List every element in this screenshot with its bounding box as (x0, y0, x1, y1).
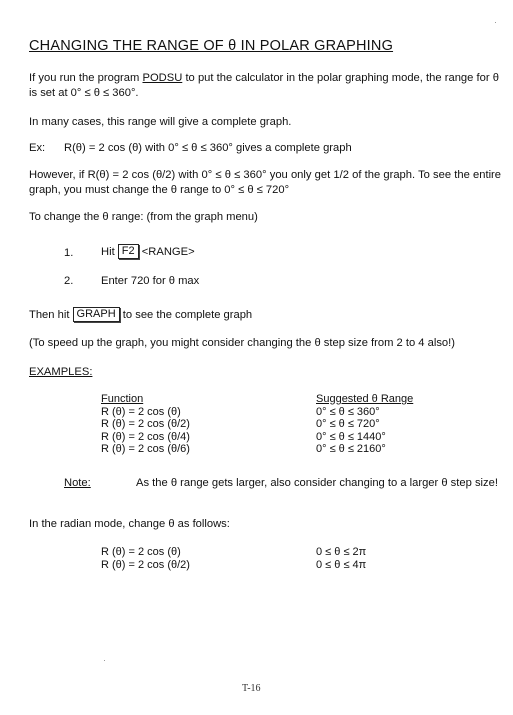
example-label: Ex: (29, 142, 46, 154)
table-row-function: R (θ) = 2 cos (θ) (101, 405, 181, 418)
examples-heading: EXAMPLES: (29, 366, 93, 378)
then-hit-line (29, 307, 252, 323)
table-row-range: 0° ≤ θ ≤ 360° (316, 405, 380, 418)
many-cases-paragraph: In many cases, this range will give a complete graph. (29, 116, 292, 128)
table-row-function: R (θ) = 2 cos (θ/2) (101, 558, 190, 571)
degree-range-column (316, 393, 413, 456)
scan-speck (495, 22, 496, 23)
table-row-function: R (θ) = 2 cos (θ) (101, 546, 181, 558)
table-row-range: 0° ≤ θ ≤ 720° (316, 418, 380, 430)
note-label: Note: (64, 477, 91, 489)
table-row-function: R (θ) = 2 cos (θ/6) (101, 443, 190, 455)
radian-intro: In the radian mode, change θ as follows: (29, 518, 230, 530)
table-row-range: 0 ≤ θ ≤ 2π (316, 546, 367, 558)
step-1-number: 1. (64, 247, 74, 259)
degree-functions-column (101, 393, 190, 456)
intro-pre: If you run the program (29, 72, 143, 84)
then-pre: Then hit (29, 309, 70, 321)
radian-functions-column (101, 546, 190, 571)
step-1-post: <RANGE> (141, 246, 195, 258)
graph-key: GRAPH (73, 307, 120, 322)
table-row-range: 0 ≤ θ ≤ 4π (316, 558, 367, 571)
intro-post: to put the calculator in the polar graphing mode, the range for θ is set at 0° ≤ θ ≤ 360°. (29, 72, 499, 99)
step-2-text: Enter 720 for θ max (101, 275, 200, 287)
table-row-range: 0° ≤ θ ≤ 2160° (316, 443, 386, 455)
range-header: Suggested θ Range (316, 393, 414, 405)
speed-paragraph: (To speed up the graph, you might consider changing the θ step size from 2 to 4 also!) (29, 337, 455, 349)
page-title: CHANGING THE RANGE OF θ IN POLAR GRAPHING (29, 38, 394, 54)
function-header: Function (101, 393, 144, 405)
step-1-pre: Hit (101, 246, 115, 258)
then-post: to see the complete graph (122, 309, 253, 321)
radian-range-column (316, 546, 366, 571)
to-change-paragraph: To change the θ range: (from the graph menu) (29, 211, 258, 223)
step-1-text (101, 244, 195, 260)
f2-key: F2 (118, 244, 139, 259)
intro-paragraph (29, 71, 499, 101)
table-row-function: R (θ) = 2 cos (θ/4) (101, 430, 190, 443)
program-name: PODSU (142, 72, 183, 84)
note-text: As the θ range gets larger, also consider changing to a larger θ step size! (136, 477, 498, 489)
example-text: R(θ) = 2 cos (θ) with 0° ≤ θ ≤ 360° gives a complete graph (64, 142, 352, 154)
however-paragraph: However, if R(θ) = 2 cos (θ/2) with 0° ≤ θ ≤ 360° you only get 1/2 of the graph. To see the entire graph, you must change the θ range to 0° ≤ θ ≤ 720° (29, 169, 501, 196)
page-number: T-16 (242, 683, 261, 694)
scan-speck (104, 660, 105, 661)
table-row-range: 0° ≤ θ ≤ 1440° (316, 430, 386, 443)
table-row-function: R (θ) = 2 cos (θ/2) (101, 418, 190, 430)
step-2-number: 2. (64, 275, 74, 287)
